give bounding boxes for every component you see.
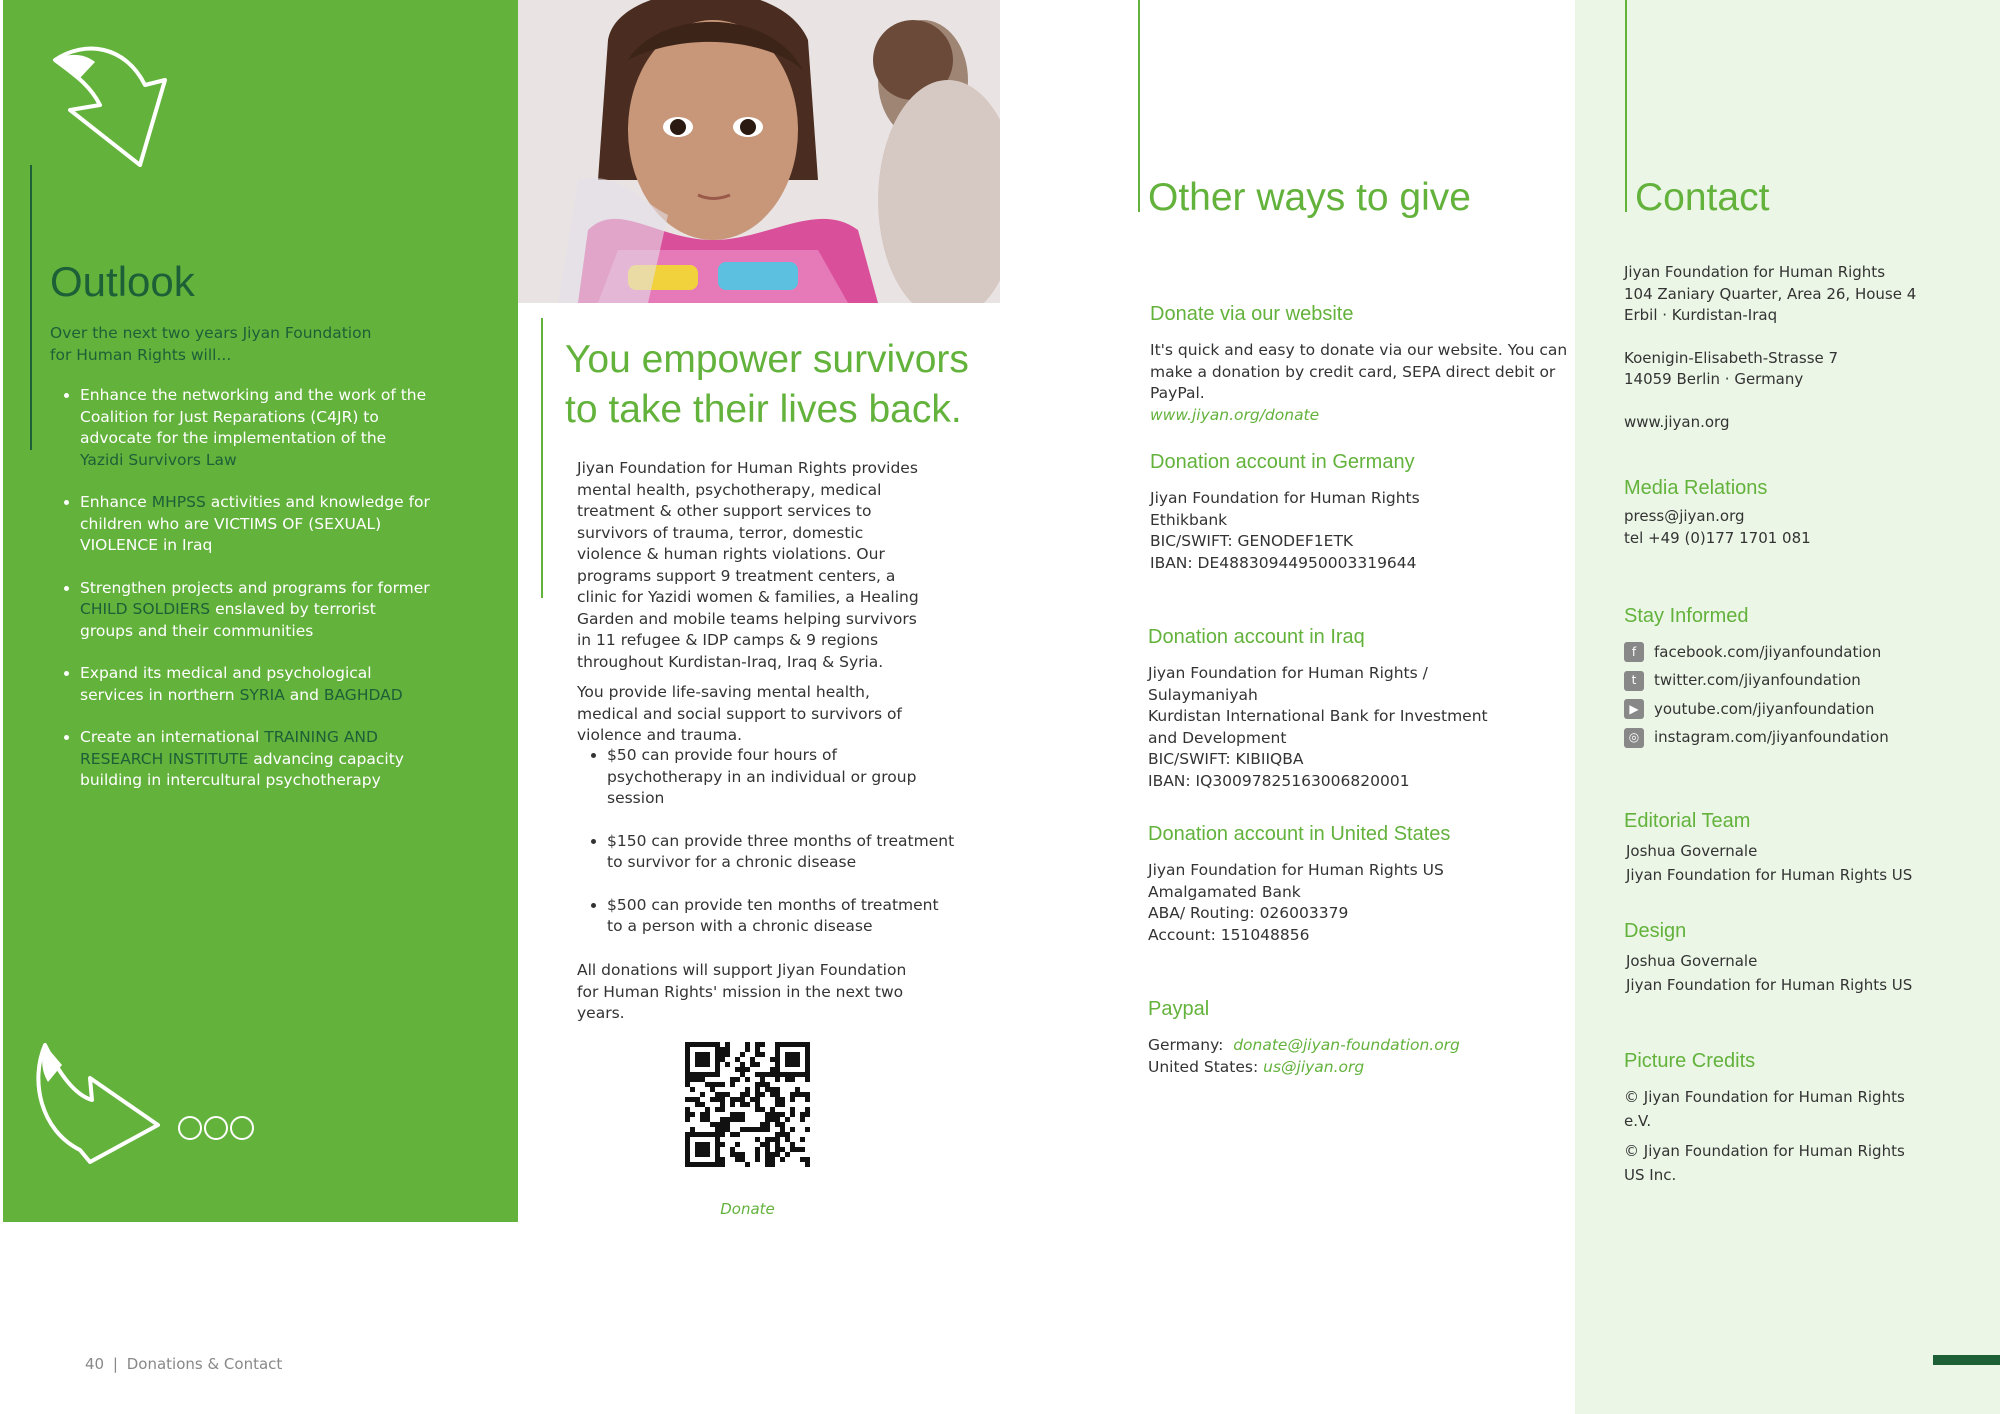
- list-item: • $150 can provide three months of treatment to survivor for a chronic disease: [607, 831, 957, 874]
- paypal-label: United States:: [1148, 1057, 1259, 1076]
- press-phone: tel +49 (0)177 1701 081: [1624, 528, 1811, 547]
- account-line: IBAN: DE48830944950003319644: [1150, 553, 1417, 572]
- address-line: Erbil · Kurdistan-Iraq: [1624, 306, 1778, 324]
- qr-code-icon: [685, 1042, 810, 1167]
- account-line: Account: 151048856: [1148, 925, 1310, 944]
- twitter-icon: t: [1624, 671, 1644, 691]
- germany-account-section: [1150, 451, 1570, 574]
- account-details: [1150, 488, 1570, 574]
- iraq-account-section: [1148, 626, 1568, 792]
- list-item: • $500 can provide ten months of treatment to a person with a chronic disease: [607, 895, 957, 938]
- corner-accent: [1933, 1355, 2000, 1365]
- account-line: Jiyan Foundation for Human Rights / Sulaymaniyah: [1148, 664, 1428, 704]
- credit-line: Jiyan Foundation for Human Rights US: [1626, 866, 1913, 884]
- social-link-twitter[interactable]: [1624, 667, 1954, 696]
- arrow-down-icon: [45, 40, 195, 170]
- address-line: 14059 Berlin · Germany: [1624, 370, 1804, 388]
- account-line: Amalgamated Bank: [1148, 882, 1301, 901]
- paypal-label: Germany:: [1148, 1036, 1224, 1054]
- contact-title: Contact: [1635, 176, 1770, 219]
- section-title: Paypal: [1148, 998, 1210, 1020]
- section-title: Donation account in Germany: [1150, 451, 1415, 473]
- facebook-icon: f: [1624, 642, 1644, 662]
- social-url: youtube.com/jiyanfoundation: [1654, 699, 1875, 718]
- list-item: • Expand its medical and psychological services in northern SYRIA and BAGHDAD: [80, 663, 430, 706]
- section-title: Editorial Team: [1624, 810, 1751, 832]
- youtube-icon: ▶: [1624, 699, 1644, 719]
- arrow-right-icon: [30, 1040, 165, 1165]
- paypal-section: [1148, 998, 1568, 1078]
- social-link-facebook[interactable]: [1624, 638, 1954, 667]
- list-item: • Strengthen projects and programs for former CHILD SOLDIERS enslaved by terrorist groups and their communities: [80, 578, 430, 643]
- credit-line: © Jiyan Foundation for Human Rights US Inc.: [1624, 1142, 1905, 1184]
- stay-informed: [1624, 605, 1954, 752]
- paypal-us-email[interactable]: us@jiyan.org: [1263, 1057, 1365, 1076]
- donate-website-link[interactable]: www.jiyan.org/donate: [1150, 405, 1320, 424]
- closing-text: All donations will support Jiyan Foundation for Human Rights' mission in the next two years.: [577, 961, 907, 1022]
- contact-address: [1624, 262, 1954, 433]
- list-item: • Enhance the networking and the work of the Coalition for Just Reparations (C4JR) to advocate for the implementation of the Yazidi Survivors Law: [80, 385, 430, 471]
- paragraph: Jiyan Foundation for Human Rights provides mental health, psychotherapy, medical treatment & other support services to survivors of trauma, terror, domestic violence & human rights violations. Our programs support 9 treatment centers, a clinic for Yazidi women & families, a Healing Garden and mobile teams helping survivors in 11 refugee & IDP camps & 9 regions throughout Kurdistan-Iraq, Iraq & Syria.: [577, 459, 919, 671]
- design-credits: [1624, 920, 1954, 997]
- website-section: [1150, 303, 1570, 426]
- contact-divider: [1625, 0, 1627, 212]
- middle-divider: [541, 318, 543, 598]
- account-details: [1148, 860, 1568, 946]
- donate-qr-code[interactable]: [685, 1042, 810, 1171]
- credit-line: Jiyan Foundation for Human Rights US: [1626, 976, 1913, 994]
- social-link-instagram[interactable]: [1624, 724, 1954, 753]
- account-line: IBAN: IQ30097825163006820001: [1148, 771, 1410, 790]
- outlook-intro: Over the next two years Jiyan Foundation for Human Rights will...: [50, 324, 372, 364]
- paypal-details: [1148, 1035, 1568, 1078]
- body-text: [577, 458, 927, 747]
- social-url: facebook.com/jiyanfoundation: [1654, 642, 1882, 661]
- social-link-youtube[interactable]: [1624, 695, 1954, 724]
- headline: You empower survivors to take their lives back.: [565, 338, 969, 431]
- section-title: Stay Informed: [1624, 605, 1749, 627]
- social-url: instagram.com/jiyanfoundation: [1654, 728, 1889, 746]
- us-account-section: [1148, 823, 1568, 946]
- list-item: • Create an international TRAINING AND RESEARCH INSTITUTE advancing capacity building in intercultural psychotherapy: [80, 727, 430, 792]
- section-title: Donation account in United States: [1148, 823, 1451, 845]
- section-title: Design: [1624, 920, 1687, 942]
- outlook-list: [50, 385, 430, 813]
- address-line: Jiyan Foundation for Human Rights: [1624, 263, 1886, 281]
- account-line: Jiyan Foundation for Human Rights: [1150, 489, 1420, 507]
- donation-impact-list: [577, 745, 957, 959]
- footer-section: Donations & Contact: [126, 1355, 283, 1373]
- picture-credits: [1624, 1050, 1924, 1187]
- account-line: BIC/SWIFT: KIBIIQBA: [1148, 750, 1304, 768]
- section-title: Donate via our website: [1150, 303, 1354, 325]
- donate-link[interactable]: Donate: [720, 1200, 775, 1218]
- address-line: Koenigin-Elisabeth-Strasse 7: [1624, 348, 1839, 367]
- list-item: • $50 can provide four hours of psychotherapy in an individual or group session: [607, 745, 957, 810]
- section-title: Donation account in Iraq: [1148, 626, 1365, 648]
- account-details: [1148, 663, 1518, 792]
- editorial-team: [1624, 810, 1954, 887]
- press-email[interactable]: press@jiyan.org: [1624, 507, 1745, 525]
- account-line: Kurdistan International Bank for Investment and Development: [1148, 707, 1488, 747]
- account-line: Ethikbank: [1150, 510, 1228, 529]
- page-footer: 40 | Donations & Contact: [85, 1355, 283, 1373]
- account-line: ABA/ Routing: 026003379: [1148, 904, 1349, 922]
- section-text: It's quick and easy to donate via our website. You can make a donation by credit card, SEPA direct debit or PayPal.: [1150, 341, 1568, 402]
- section-title: Picture Credits: [1624, 1050, 1756, 1072]
- account-line: Jiyan Foundation for Human Rights US: [1148, 861, 1444, 879]
- address-line: 104 Zaniary Quarter, Area 26, House 4: [1624, 284, 1917, 303]
- instagram-icon: ◎: [1624, 728, 1644, 748]
- list-item: • Enhance MHPSS activities and knowledge for children who are VICTIMS OF (SEXUAL) VIOLENCE in Iraq: [80, 492, 430, 557]
- paypal-germany-email[interactable]: donate@jiyan-foundation.org: [1233, 1036, 1460, 1054]
- media-relations: [1624, 477, 1954, 549]
- ways-divider: [1138, 0, 1140, 212]
- credit-line: Joshua Governale: [1626, 842, 1758, 860]
- page-dots: [178, 1116, 256, 1144]
- child-photo: [518, 0, 1000, 303]
- outlook-title: Outlook: [50, 258, 195, 305]
- ways-title: Other ways to give: [1148, 176, 1471, 219]
- credit-line: Joshua Governale: [1626, 952, 1758, 970]
- credit-line: © Jiyan Foundation for Human Rights e.V.: [1624, 1088, 1905, 1130]
- website-link[interactable]: www.jiyan.org: [1624, 412, 1730, 431]
- account-line: BIC/SWIFT: GENODEF1ETK: [1150, 532, 1354, 550]
- section-title: Media Relations: [1624, 477, 1768, 499]
- page-number: 40: [85, 1355, 105, 1373]
- outlook-divider: [30, 165, 32, 450]
- social-url: twitter.com/jiyanfoundation: [1654, 671, 1861, 689]
- paragraph: You provide life-saving mental health, medical and social support to survivors of violence and trauma.: [577, 683, 902, 744]
